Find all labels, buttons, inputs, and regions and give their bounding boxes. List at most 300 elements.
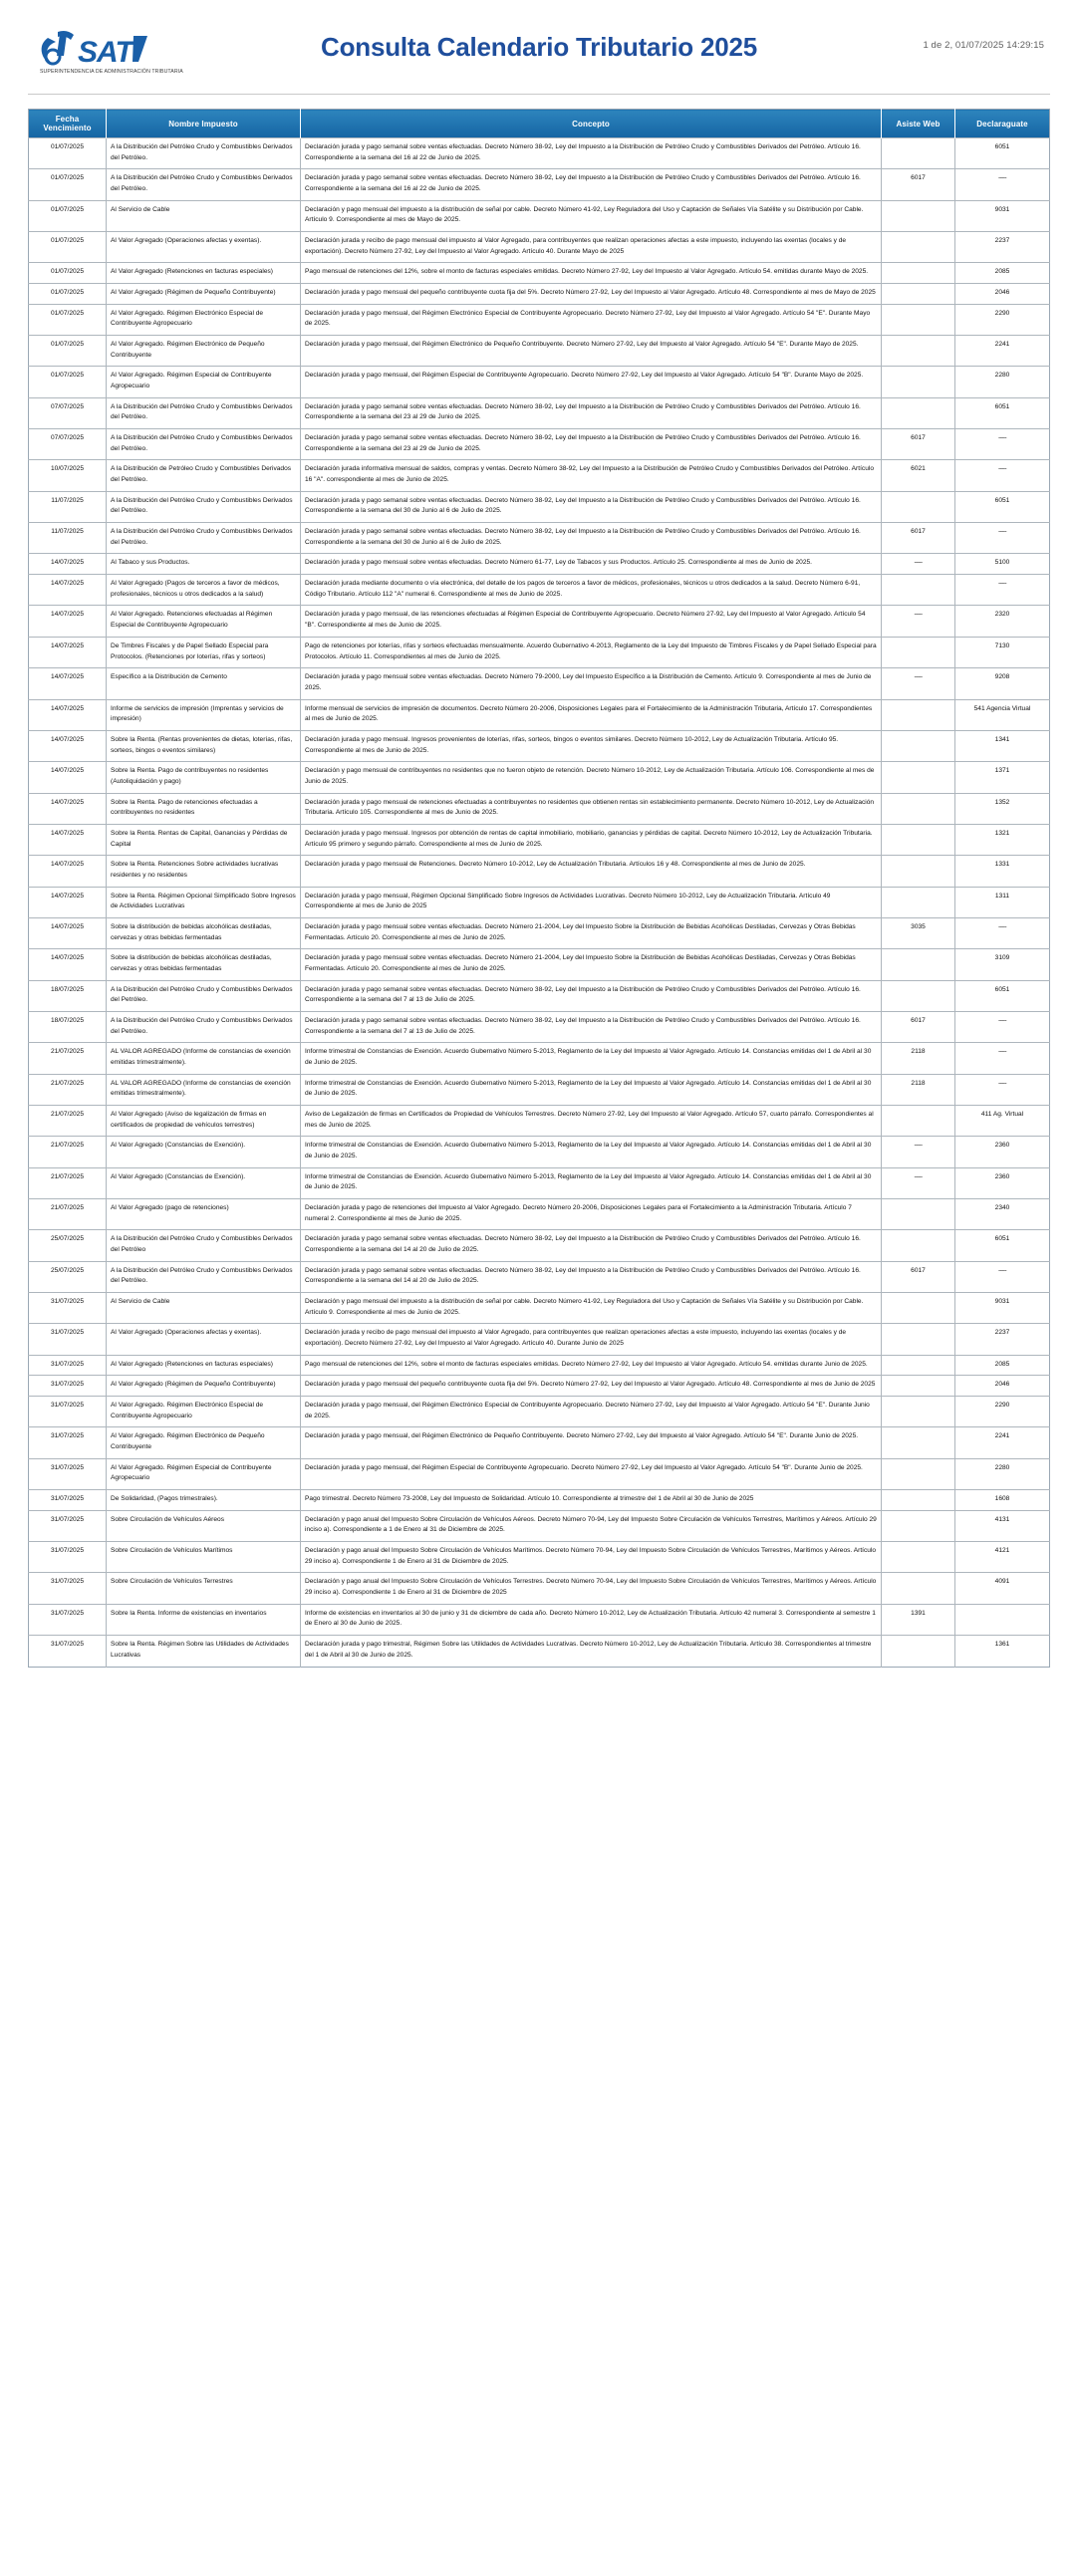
cell-fecha-vencimiento: 01/07/2025 xyxy=(29,138,107,169)
cell-concepto: Declaración jurada y pago mensual sobre ventas efectuadas. Decreto Número 61-77, Ley de Tabacos y sus Productos. Artículo 25. Correspondiente al mes de Junio de 2025. xyxy=(301,554,882,575)
cell-asiste-web xyxy=(882,200,955,231)
cell-asiste-web: ----- xyxy=(882,668,955,699)
cell-declaraguate: 6051 xyxy=(955,397,1050,428)
cell-nombre-impuesto: Al Valor Agregado (Constancias de Exención). xyxy=(107,1167,301,1198)
cell-nombre-impuesto: Informe de servicios de impresión (Imprentas y servicios de impresión) xyxy=(107,699,301,730)
cell-concepto: Declaración jurada y pago semanal sobre ventas efectuadas. Decreto Número 38-92, Ley del Impuesto a la Distribución de Petróleo Crudo y Combustibles Derivados del Petróleo. Artículo 16. Correspondiente a la semana del 7 al 13 de Julio de 2025. xyxy=(301,1011,882,1042)
cell-asiste-web xyxy=(882,1510,955,1541)
cell-nombre-impuesto: Sobre la Renta. Informe de existencias en inventarios xyxy=(107,1604,301,1635)
cell-declaraguate: ----- xyxy=(955,575,1050,606)
cell-fecha-vencimiento: 14/07/2025 xyxy=(29,606,107,637)
cell-declaraguate: 9031 xyxy=(955,200,1050,231)
cell-nombre-impuesto: A la Distribución del Petróleo Crudo y Combustibles Derivados del Petróleo. xyxy=(107,523,301,554)
tax-calendar-table xyxy=(28,109,1050,1668)
cell-declaraguate: 1311 xyxy=(955,887,1050,917)
cell-fecha-vencimiento: 11/07/2025 xyxy=(29,523,107,554)
cell-concepto: Declaración jurada y pago mensual sobre ventas efectuadas. Decreto Número 79-2000, Ley del Impuesto Específico a la Distribución de Cemento. Artículo 9. Correspondiente al mes de Junio de 2025. xyxy=(301,668,882,699)
cell-fecha-vencimiento: 14/07/2025 xyxy=(29,762,107,793)
cell-nombre-impuesto: Específico a la Distribución de Cemento xyxy=(107,668,301,699)
table-row xyxy=(29,523,1050,554)
cell-declaraguate: 1608 xyxy=(955,1490,1050,1511)
cell-nombre-impuesto: Al Valor Agregado (Operaciones afectas y exentas). xyxy=(107,1324,301,1355)
table-row xyxy=(29,1458,1050,1489)
cell-asiste-web xyxy=(882,1376,955,1397)
table-row xyxy=(29,699,1050,730)
cell-concepto: Declaración jurada y pago semanal sobre ventas efectuadas. Decreto Número 38-92, Ley del Impuesto a la Distribución de Petróleo Crudo y Combustibles Derivados del Petróleo. Artículo 16. Correspondiente a la semana del 30 de Junio al 6 de Julio de 2025. xyxy=(301,491,882,522)
cell-asiste-web xyxy=(882,491,955,522)
table-row xyxy=(29,1199,1050,1230)
cell-fecha-vencimiento: 10/07/2025 xyxy=(29,460,107,491)
cell-nombre-impuesto: A la Distribución del Petróleo Crudo y Combustibles Derivados del Petróleo. xyxy=(107,429,301,460)
cell-declaraguate: 411 Ag. Virtual xyxy=(955,1105,1050,1136)
cell-concepto: Declaración jurada y pago semanal sobre ventas efectuadas. Decreto Número 38-92, Ley del Impuesto a la Distribución de Petróleo Crudo y Combustibles Derivados del Petróleo. Artículo 16. Correspondiente a la semana del 14 al 20 de Julio de 2025. xyxy=(301,1261,882,1292)
table-row xyxy=(29,668,1050,699)
cell-asiste-web: ----- xyxy=(882,1137,955,1167)
cell-fecha-vencimiento: 01/07/2025 xyxy=(29,200,107,231)
table-header xyxy=(29,110,1050,138)
cell-nombre-impuesto: Al Valor Agregado. Régimen Electrónico Especial de Contribuyente Agropecuario xyxy=(107,1397,301,1427)
page-title: Consulta Calendario Tributario 2025 xyxy=(321,32,757,62)
cell-declaraguate: 2340 xyxy=(955,1199,1050,1230)
cell-nombre-impuesto: Al Valor Agregado (Operaciones afectas y exentas). xyxy=(107,232,301,263)
cell-asiste-web: 6017 xyxy=(882,523,955,554)
cell-concepto: Pago mensual de retenciones del 12%, sobre el monto de facturas especiales emitidas. Decreto Número 27-92, Ley del Impuesto al Valor Agregado. Artículo 54. emitidas durante Mayo de 2025. xyxy=(301,263,882,284)
cell-asiste-web xyxy=(882,762,955,793)
cell-declaraguate: ----- xyxy=(955,460,1050,491)
cell-fecha-vencimiento: 01/07/2025 xyxy=(29,284,107,305)
document-page xyxy=(0,26,1078,2576)
cell-asiste-web: 6021 xyxy=(882,460,955,491)
cell-declaraguate: ----- xyxy=(955,523,1050,554)
cell-declaraguate: 2360 xyxy=(955,1167,1050,1198)
cell-fecha-vencimiento: 14/07/2025 xyxy=(29,949,107,980)
table-row xyxy=(29,304,1050,335)
cell-nombre-impuesto: Sobre la Renta. Pago de contribuyentes no residentes (Autoliquidación y pago) xyxy=(107,762,301,793)
table-row xyxy=(29,200,1050,231)
cell-declaraguate: 2290 xyxy=(955,304,1050,335)
cell-concepto: Declaración jurada y pago trimestral, Régimen Sobre las Utilidades de Actividades Lucrativas. Decreto Número 10-2012, Ley de Actualización Tributaria. Artículo 38. Correspondientes al trimestre del 1 de Abril al 30 de Junio de 2025. xyxy=(301,1636,882,1667)
cell-concepto: Informe trimestral de Constancias de Exención. Acuerdo Gubernativo Número 5-2013, Reglamento de la Ley del Impuesto al Valor Agregado. Artículo 14. Constancias emitidas del 1 de Abril al 30 de Junio de 2025. xyxy=(301,1167,882,1198)
table-row xyxy=(29,284,1050,305)
cell-concepto: Declaración y pago mensual del impuesto a la distribución de señal por cable. Decreto Número 41-92, Ley Reguladora del Uso y Captación de Señales Vía Satélite y su Distribución por Cable. Artículo 9. Correspondiente al mes de Mayo de 2025. xyxy=(301,200,882,231)
cell-concepto: Pago de retenciones por loterías, rifas y sorteos efectuadas mensualmente. Acuerdo Gubernativo 4-2013, Reglamento de la Ley del Impuesto de Timbres Fiscales y de Papel Sellado Especial para Protocolos. Artículo 11. Correspondientes al mes de Junio de 2025. xyxy=(301,637,882,667)
cell-declaraguate: 9208 xyxy=(955,668,1050,699)
table-row xyxy=(29,1573,1050,1604)
cell-declaraguate: 2085 xyxy=(955,1355,1050,1376)
cell-nombre-impuesto: Al Valor Agregado (Retenciones en facturas especiales) xyxy=(107,1355,301,1376)
cell-asiste-web: 6017 xyxy=(882,1011,955,1042)
cell-declaraguate: ----- xyxy=(955,1011,1050,1042)
table-row xyxy=(29,1043,1050,1074)
column-header-concepto[interactable]: Concepto xyxy=(301,110,882,138)
cell-concepto: Declaración jurada y pago mensual de Retenciones. Decreto Número 10-2012, Ley de Actualización Tributaria. Artículos 16 y 48. Correspondiente al mes de Junio de 2025. xyxy=(301,856,882,887)
cell-nombre-impuesto: Al Valor Agregado (Régimen de Pequeño Contribuyente) xyxy=(107,1376,301,1397)
cell-concepto: Informe trimestral de Constancias de Exención. Acuerdo Gubernativo Número 5-2013, Reglamento de la Ley del Impuesto al Valor Agregado. Artículo 14. Constancias emitidas del 1 de Abril al 30 de Junio de 2025. xyxy=(301,1043,882,1074)
cell-nombre-impuesto: AL VALOR AGREGADO (Informe de constancias de exención emitidas trimestralmente). xyxy=(107,1043,301,1074)
cell-asiste-web xyxy=(882,1199,955,1230)
cell-declaraguate: 2237 xyxy=(955,232,1050,263)
cell-asiste-web: ----- xyxy=(882,554,955,575)
cell-asiste-web xyxy=(882,263,955,284)
cell-fecha-vencimiento: 31/07/2025 xyxy=(29,1636,107,1667)
cell-concepto: Informe de existencias en inventarios al 30 de junio y 31 de diciembre de cada año. Decreto Número 10-2012, Ley de Actualización Tributaria. Artículo 42 numeral 3. Correspondiente al semestre 1 de Enero al 30 de Junio de 2025. xyxy=(301,1604,882,1635)
column-header-fecha[interactable]: Fecha Vencimiento xyxy=(29,110,107,138)
cell-concepto: Declaración jurada y pago mensual sobre ventas efectuadas. Decreto Número 21-2004, Ley del Impuesto Sobre la Distribución de Bebidas Acohólicas Destiladas, Cervezas y Otras Bebidas Fermentadas. Artículo 20. Correspondiente al mes de Junio de 2025. xyxy=(301,949,882,980)
cell-nombre-impuesto: A la Distribución del Petróleo Crudo y Combustibles Derivados del Petróleo xyxy=(107,1230,301,1261)
cell-asiste-web xyxy=(882,1490,955,1511)
cell-asiste-web xyxy=(882,793,955,824)
cell-nombre-impuesto: Al Servicio de Cable xyxy=(107,200,301,231)
cell-declaraguate: ----- xyxy=(955,1074,1050,1105)
page-meta: 1 de 2, 01/07/2025 14:29:15 xyxy=(923,40,1044,51)
cell-asiste-web: ----- xyxy=(882,606,955,637)
cell-concepto: Declaración jurada y pago semanal sobre ventas efectuadas. Decreto Número 38-92, Ley del Impuesto a la Distribución de Petróleo Crudo y Combustibles Derivados del Petróleo. Artículo 16. Correspondiente a la semana del 16 al 22 de Junio de 2025. xyxy=(301,169,882,200)
table-row xyxy=(29,1490,1050,1511)
cell-asiste-web xyxy=(882,367,955,397)
cell-nombre-impuesto: A la Distribución del Petróleo Crudo y Combustibles Derivados del Petróleo. xyxy=(107,397,301,428)
cell-nombre-impuesto: AL VALOR AGREGADO (Informe de constancias de exención emitidas trimestralmente). xyxy=(107,1074,301,1105)
cell-fecha-vencimiento: 21/07/2025 xyxy=(29,1199,107,1230)
cell-fecha-vencimiento: 14/07/2025 xyxy=(29,699,107,730)
cell-nombre-impuesto: Al Valor Agregado (Constancias de Exención). xyxy=(107,1137,301,1167)
cell-fecha-vencimiento: 07/07/2025 xyxy=(29,397,107,428)
table-row xyxy=(29,949,1050,980)
cell-nombre-impuesto: Sobre la Renta. Régimen Sobre las Utilidades de Actividades Lucrativas xyxy=(107,1636,301,1667)
cell-asiste-web xyxy=(882,1573,955,1604)
cell-asiste-web xyxy=(882,232,955,263)
cell-nombre-impuesto: Sobre Circulación de Vehículos Terrestres xyxy=(107,1573,301,1604)
table-row xyxy=(29,169,1050,200)
cell-concepto: Declaración y pago anual del Impuesto Sobre Circulación de Vehículos Aéreos. Decreto Número 70-94, Ley del Impuesto Sobre Circulación de Vehículos Terrestres, Marítimos y Aéreos. Artículo 29 inciso a). Correspondiente a 1 de Enero al 31 de Diciembre de 2025. xyxy=(301,1510,882,1541)
table-row xyxy=(29,263,1050,284)
cell-declaraguate: 1352 xyxy=(955,793,1050,824)
table-row xyxy=(29,1261,1050,1292)
table-row xyxy=(29,793,1050,824)
cell-declaraguate: 2360 xyxy=(955,1137,1050,1167)
cell-fecha-vencimiento: 31/07/2025 xyxy=(29,1324,107,1355)
cell-asiste-web xyxy=(882,1458,955,1489)
cell-fecha-vencimiento: 14/07/2025 xyxy=(29,887,107,917)
table-row xyxy=(29,1427,1050,1458)
cell-concepto: Declaración jurada y pago mensual, del Régimen Electrónico de Pequeño Contribuyente. Decreto Número 27-92, Ley del Impuesto al Valor Agregado. Artículo 54 "E". Durante Junio de 2025. xyxy=(301,1427,882,1458)
cell-asiste-web xyxy=(882,637,955,667)
table-row xyxy=(29,1230,1050,1261)
cell-asiste-web xyxy=(882,304,955,335)
table-header-row xyxy=(29,110,1050,138)
cell-declaraguate: 7130 xyxy=(955,637,1050,667)
cell-concepto: Declaración jurada y pago semanal sobre ventas efectuadas. Decreto Número 38-92, Ley del Impuesto a la Distribución de Petróleo Crudo y Combustibles Derivados del Petróleo. Artículo 16. Correspondiente a la semana del 7 al 13 de Julio de 2025. xyxy=(301,980,882,1011)
cell-asiste-web xyxy=(882,949,955,980)
table-row xyxy=(29,491,1050,522)
cell-concepto: Declaración jurada y pago semanal sobre ventas efectuadas. Decreto Número 38-92, Ley del Impuesto a la Distribución de Petróleo Crudo y Combustibles Derivados del Petróleo. Artículo 16. Correspondiente a la semana del 23 al 29 de Junio de 2025. xyxy=(301,397,882,428)
cell-nombre-impuesto: De Timbres Fiscales y de Papel Sellado Especial para Protocolos. (Retenciones por loterías, rifas y sorteos) xyxy=(107,637,301,667)
cell-concepto: Declaración jurada informativa mensual de saldos, compras y ventas. Decreto Número 38-92, Ley del Impuesto a la Distribución de Petróleo Crudo y Combustibles Derivados del Petróleo. Artículo 16 "A". correspondiente al mes de Junio de 2025. xyxy=(301,460,882,491)
cell-concepto: Declaración jurada y pago semanal sobre ventas efectuadas. Decreto Número 38-92, Ley del Impuesto a la Distribución de Petróleo Crudo y Combustibles Derivados del Petróleo. Artículo 16. Correspondiente a la semana del 16 al 22 de Junio de 2025. xyxy=(301,138,882,169)
cell-asiste-web xyxy=(882,1355,955,1376)
cell-fecha-vencimiento: 31/07/2025 xyxy=(29,1397,107,1427)
table-row xyxy=(29,138,1050,169)
cell-concepto: Declaración jurada y pago mensual sobre ventas efectuadas. Decreto Número 21-2004, Ley del Impuesto Sobre la Distribución de Bebidas Acohólicas Destiladas, Cervezas y Otras Bebidas Fermentadas. Artículo 20. Correspondiente al mes de Junio de 2025. xyxy=(301,917,882,948)
cell-nombre-impuesto: Al Valor Agregado. Régimen Electrónico Especial de Contribuyente Agropecuario xyxy=(107,304,301,335)
cell-fecha-vencimiento: 01/07/2025 xyxy=(29,169,107,200)
cell-declaraguate: 2085 xyxy=(955,263,1050,284)
cell-concepto: Declaración jurada y pago mensual. Ingresos por obtención de rentas de capital inmobiliario, mobiliario, ganancias y pérdidas de capital. Decreto Número 10-2012, Ley de Actualización Tributaria. Artículo 95 primero y segundo párrafo. Correspondiente al mes de Junio de 2025. xyxy=(301,824,882,855)
cell-asiste-web xyxy=(882,856,955,887)
cell-fecha-vencimiento: 21/07/2025 xyxy=(29,1074,107,1105)
cell-declaraguate: 6051 xyxy=(955,980,1050,1011)
cell-declaraguate: 1331 xyxy=(955,856,1050,887)
table-row xyxy=(29,232,1050,263)
cell-fecha-vencimiento: 18/07/2025 xyxy=(29,980,107,1011)
cell-nombre-impuesto: A la Distribución del Petróleo Crudo y Combustibles Derivados del Petróleo. xyxy=(107,1011,301,1042)
cell-concepto: Declaración jurada mediante documento o vía electrónica, del detalle de los pagos de terceros a favor de médicos, profesionales, técnicos u otros dedicados a la salud. Decreto Número 6-91, Código Tributario. Artículo 112 "A" numeral 6. Correspondiente al mes de Junio de 2025. xyxy=(301,575,882,606)
cell-concepto: Declaración y pago mensual de contribuyentes no residentes que no fueron objeto de retención. Decreto Número 10-2012, Ley de Actualización Tributaria. Artículo 106. Correspondiente al mes de Junio de 2025. xyxy=(301,762,882,793)
cell-declaraguate: 1341 xyxy=(955,730,1050,761)
cell-declaraguate: 2237 xyxy=(955,1324,1050,1355)
cell-asiste-web xyxy=(882,1397,955,1427)
cell-fecha-vencimiento: 18/07/2025 xyxy=(29,1011,107,1042)
cell-nombre-impuesto: Al Valor Agregado. Régimen Electrónico de Pequeño Contribuyente xyxy=(107,1427,301,1458)
cell-declaraguate: 6051 xyxy=(955,491,1050,522)
cell-asiste-web xyxy=(882,1105,955,1136)
cell-nombre-impuesto: Sobre la distribución de bebidas alcohólicas destiladas, cervezas y otras bebidas fermentadas xyxy=(107,917,301,948)
table-row xyxy=(29,1397,1050,1427)
cell-concepto: Declaración jurada y pago mensual de retenciones efectuadas a contribuyentes no residentes que obtienen rentas sin establecimiento permanente. Decreto Número 10-2012, Ley de Actualización Tributaria. Artículo 105. Correspondiente al mes de Junio de 2025. xyxy=(301,793,882,824)
cell-concepto: Aviso de Legalización de firmas en Certificados de Propiedad de Vehículos Terrestres. Decreto Número 27-92, Ley del Impuesto al Valor Agregado. Artículo 57, cuarto párrafo. Correspondientes al mes de Junio de 2025. xyxy=(301,1105,882,1136)
cell-asiste-web xyxy=(882,730,955,761)
cell-concepto: Declaración jurada y pago mensual del pequeño contribuyente cuota fija del 5%. Decreto Número 27-92, Ley del Impuesto al Valor Agregado. Artículo 48. Correspondiente al mes de Junio de 2025 xyxy=(301,1376,882,1397)
cell-declaraguate: 9031 xyxy=(955,1293,1050,1324)
table-row xyxy=(29,856,1050,887)
cell-fecha-vencimiento: 25/07/2025 xyxy=(29,1261,107,1292)
cell-asiste-web xyxy=(882,397,955,428)
table-row xyxy=(29,1510,1050,1541)
cell-asiste-web xyxy=(882,1427,955,1458)
cell-asiste-web xyxy=(882,336,955,367)
cell-concepto: Informe trimestral de Constancias de Exención. Acuerdo Gubernativo Número 5-2013, Reglamento de la Ley del Impuesto al Valor Agregado. Artículo 14. Constancias emitidas del 1 de Abril al 30 de Junio de 2025. xyxy=(301,1137,882,1167)
cell-fecha-vencimiento: 14/07/2025 xyxy=(29,730,107,761)
cell-declaraguate: 3109 xyxy=(955,949,1050,980)
cell-fecha-vencimiento: 14/07/2025 xyxy=(29,824,107,855)
cell-asiste-web xyxy=(882,980,955,1011)
cell-declaraguate: ----- xyxy=(955,917,1050,948)
cell-fecha-vencimiento: 31/07/2025 xyxy=(29,1490,107,1511)
cell-fecha-vencimiento: 31/07/2025 xyxy=(29,1376,107,1397)
cell-fecha-vencimiento: 31/07/2025 xyxy=(29,1458,107,1489)
cell-concepto: Declaración y pago mensual del impuesto a la distribución de señal por cable. Decreto Número 41-92, Ley Reguladora del Uso y Captación de Señales Vía Satélite y su Distribución por Cable. Artículo 9. Correspondiente al mes de Junio de 2025. xyxy=(301,1293,882,1324)
table-row xyxy=(29,1167,1050,1198)
table-row xyxy=(29,1293,1050,1324)
svg-text:SUPERINTENDENCIA DE ADMINISTRA: SUPERINTENDENCIA DE ADMINISTRACIÓN TRIBUTARIA xyxy=(40,69,183,75)
cell-fecha-vencimiento: 14/07/2025 xyxy=(29,856,107,887)
cell-nombre-impuesto: Al Valor Agregado (Régimen de Pequeño Contribuyente) xyxy=(107,284,301,305)
cell-fecha-vencimiento: 21/07/2025 xyxy=(29,1167,107,1198)
cell-concepto: Declaración jurada y pago mensual, de las retenciones efectuadas al Régimen Especial de Contribuyente Agropecuario. Decreto Número 27-92, Ley del Impuesto al Valor Agregado. Artículo 54 "B". Correspondiente al mes de Junio de 2025. xyxy=(301,606,882,637)
cell-declaraguate: 2320 xyxy=(955,606,1050,637)
column-header-declaraguate[interactable]: Declaraguate xyxy=(955,110,1050,138)
cell-declaraguate: 4121 xyxy=(955,1542,1050,1573)
cell-fecha-vencimiento: 31/07/2025 xyxy=(29,1293,107,1324)
cell-asiste-web xyxy=(882,699,955,730)
table-row xyxy=(29,887,1050,917)
cell-nombre-impuesto: Sobre la distribución de bebidas alcohólicas destiladas, cervezas y otras bebidas fermentadas xyxy=(107,949,301,980)
table-row xyxy=(29,917,1050,948)
cell-concepto: Declaración jurada y recibo de pago mensual del impuesto al Valor Agregado, para contribuyentes que realizan operaciones afectas a este impuesto, incluyendo las exentas (locales y de exportación). Decreto Número 27-92, Ley del Impuesto al Valor Agregado. Artículo 40. Durante Mayo de 2025 xyxy=(301,232,882,263)
cell-concepto: Declaración jurada y pago de retenciones del Impuesto al Valor Agregado. Decreto Número 20-2006, Disposiciones Legales para el Fortalecimiento a la Administración Tributaria. Artículo 7 numeral 2. Correspondiente al mes de Junio de 2025. xyxy=(301,1199,882,1230)
cell-concepto: Declaración jurada y pago semanal sobre ventas efectuadas. Decreto Número 38-92, Ley del Impuesto a la Distribución de Petróleo Crudo y Combustibles Derivados del Petróleo. Artículo 16. Correspondiente a la semana del 23 al 29 de Junio de 2025. xyxy=(301,429,882,460)
cell-declaraguate: 1321 xyxy=(955,824,1050,855)
cell-concepto: Declaración jurada y pago mensual, Régimen Opcional Simplificado Sobre Ingresos de Actividades Lucrativas. Decreto Número 10-2012, Ley de Actualización Tributaria. Artículo 49 Correspondiente al mes de Junio de 2025 xyxy=(301,887,882,917)
cell-concepto: Informe mensual de servicios de impresión de documentos. Decreto Número 20-2006, Disposiciones Legales para el Fortalecimiento de la Administración Tributaria, Artículo 17. Correspondientes al mes de Junio de 2025. xyxy=(301,699,882,730)
cell-fecha-vencimiento: 21/07/2025 xyxy=(29,1137,107,1167)
table-row xyxy=(29,336,1050,367)
cell-concepto: Declaración jurada y recibo de pago mensual del impuesto al Valor Agregado, para contribuyentes que realizan operaciones afectas a este impuesto, incluyendo las exentas (locales y de exportación). Decreto Número 27-92, Ley del Impuesto al Valor Agregado. Artículo 40. Durante Junio de 2025 xyxy=(301,1324,882,1355)
cell-nombre-impuesto: Sobre la Renta. Rentas de Capital, Ganancias y Pérdidas de Capital xyxy=(107,824,301,855)
cell-fecha-vencimiento: 14/07/2025 xyxy=(29,793,107,824)
cell-asiste-web: 1391 xyxy=(882,1604,955,1635)
cell-declaraguate: ----- xyxy=(955,169,1050,200)
cell-asiste-web xyxy=(882,138,955,169)
table-row xyxy=(29,397,1050,428)
cell-asiste-web: 2118 xyxy=(882,1043,955,1074)
cell-fecha-vencimiento: 14/07/2025 xyxy=(29,575,107,606)
table-row xyxy=(29,980,1050,1011)
cell-fecha-vencimiento: 01/07/2025 xyxy=(29,336,107,367)
cell-nombre-impuesto: A la Distribución del Petróleo Crudo y Combustibles Derivados del Petróleo. xyxy=(107,491,301,522)
cell-nombre-impuesto: Sobre la Renta. Pago de retenciones efectuadas a contribuyentes no residentes xyxy=(107,793,301,824)
cell-fecha-vencimiento: 14/07/2025 xyxy=(29,668,107,699)
cell-concepto: Declaración jurada y pago mensual, del Régimen Electrónico Especial de Contribuyente Agropecuario. Decreto Número 27-92, Ley del Impuesto al Valor Agregado. Artículo 54 "E". Durante Junio de 2025. xyxy=(301,1397,882,1427)
cell-concepto: Declaración jurada y pago mensual, del Régimen Especial de Contribuyente Agropecuario. Decreto Número 27-92, Ley del Impuesto al Valor Agregado. Artículo 54 "B". Durante Mayo de 2025. xyxy=(301,367,882,397)
table-row xyxy=(29,1105,1050,1136)
cell-fecha-vencimiento: 31/07/2025 xyxy=(29,1542,107,1573)
cell-fecha-vencimiento: 11/07/2025 xyxy=(29,491,107,522)
cell-asiste-web: 2118 xyxy=(882,1074,955,1105)
cell-declaraguate: 2046 xyxy=(955,1376,1050,1397)
cell-fecha-vencimiento: 01/07/2025 xyxy=(29,304,107,335)
cell-declaraguate: 5100 xyxy=(955,554,1050,575)
cell-declaraguate: 6051 xyxy=(955,138,1050,169)
cell-fecha-vencimiento: 07/07/2025 xyxy=(29,429,107,460)
table-row xyxy=(29,1011,1050,1042)
cell-declaraguate xyxy=(955,1604,1050,1635)
column-header-asiste-web[interactable]: Asiste Web xyxy=(882,110,955,138)
cell-declaraguate: 1361 xyxy=(955,1636,1050,1667)
cell-nombre-impuesto: Al Valor Agregado (Retenciones en facturas especiales) xyxy=(107,263,301,284)
cell-declaraguate: 2290 xyxy=(955,1397,1050,1427)
table-row xyxy=(29,1376,1050,1397)
cell-nombre-impuesto: Sobre la Renta. Régimen Opcional Simplificado Sobre Ingresos de Actividades Lucrativas xyxy=(107,887,301,917)
cell-declaraguate: ----- xyxy=(955,429,1050,460)
cell-asiste-web: 6017 xyxy=(882,429,955,460)
cell-nombre-impuesto: Al Valor Agregado. Régimen Electrónico de Pequeño Contribuyente xyxy=(107,336,301,367)
cell-nombre-impuesto: Al Valor Agregado (pago de retenciones) xyxy=(107,1199,301,1230)
cell-concepto: Declaración jurada y pago mensual del pequeño contribuyente cuota fija del 5%. Decreto Número 27-92, Ley del Impuesto al Valor Agregado. Artículo 48. Correspondiente al mes de Mayo de 2025 xyxy=(301,284,882,305)
cell-nombre-impuesto: Al Valor Agregado. Régimen Especial de Contribuyente Agropecuario xyxy=(107,367,301,397)
cell-declaraguate: 1371 xyxy=(955,762,1050,793)
cell-asiste-web xyxy=(882,284,955,305)
cell-concepto: Informe trimestral de Constancias de Exención. Acuerdo Gubernativo Número 5-2013, Reglamento de la Ley del Impuesto al Valor Agregado. Artículo 14. Constancias emitidas del 1 de Abril al 30 de Junio de 2025. xyxy=(301,1074,882,1105)
cell-fecha-vencimiento: 31/07/2025 xyxy=(29,1355,107,1376)
table-row xyxy=(29,1542,1050,1573)
cell-nombre-impuesto: De Solidaridad, (Pagos trimestrales). xyxy=(107,1490,301,1511)
cell-nombre-impuesto: Al Valor Agregado (Aviso de legalización de firmas en certificados de propiedad de vehículos terrestres) xyxy=(107,1105,301,1136)
cell-nombre-impuesto: Al Tabaco y sus Productos. xyxy=(107,554,301,575)
cell-nombre-impuesto: Sobre Circulación de Vehículos Marítimos xyxy=(107,1542,301,1573)
cell-fecha-vencimiento: 21/07/2025 xyxy=(29,1043,107,1074)
cell-fecha-vencimiento: 31/07/2025 xyxy=(29,1573,107,1604)
cell-fecha-vencimiento: 01/07/2025 xyxy=(29,263,107,284)
cell-declaraguate: 2046 xyxy=(955,284,1050,305)
cell-concepto: Declaración jurada y pago mensual. Ingresos provenientes de loterías, rifas, sorteos, bingos o eventos similares. Decreto Número 10-2012, Ley de Actualización Tributaria. Artículo 95. Correspondiente al mes de Junio de 2025. xyxy=(301,730,882,761)
cell-fecha-vencimiento: 14/07/2025 xyxy=(29,554,107,575)
cell-asiste-web: 6017 xyxy=(882,1261,955,1292)
cell-asiste-web xyxy=(882,1542,955,1573)
cell-declaraguate: 2280 xyxy=(955,1458,1050,1489)
cell-asiste-web xyxy=(882,1230,955,1261)
cell-fecha-vencimiento: 31/07/2025 xyxy=(29,1427,107,1458)
column-header-nombre[interactable]: Nombre Impuesto xyxy=(107,110,301,138)
cell-fecha-vencimiento: 25/07/2025 xyxy=(29,1230,107,1261)
cell-nombre-impuesto: Sobre Circulación de Vehículos Aéreos xyxy=(107,1510,301,1541)
cell-asiste-web xyxy=(882,824,955,855)
cell-asiste-web xyxy=(882,1324,955,1355)
table-row xyxy=(29,1137,1050,1167)
table-row xyxy=(29,554,1050,575)
cell-declaraguate: 2280 xyxy=(955,367,1050,397)
table-row xyxy=(29,429,1050,460)
cell-nombre-impuesto: Sobre la Renta. Retenciones Sobre actividades lucrativas residentes y no residentes xyxy=(107,856,301,887)
cell-nombre-impuesto: Al Valor Agregado. Régimen Especial de Contribuyente Agropecuario xyxy=(107,1458,301,1489)
cell-declaraguate: ----- xyxy=(955,1043,1050,1074)
cell-nombre-impuesto: Al Valor Agregado (Pagos de terceros a favor de médicos, profesionales, técnicos u otros dedicados a la salud) xyxy=(107,575,301,606)
cell-nombre-impuesto: Sobre la Renta. (Rentas provenientes de dietas, loterías, rifas, sorteos, bingos o eventos similares) xyxy=(107,730,301,761)
cell-concepto: Declaración jurada y pago mensual, del Régimen Electrónico Especial de Contribuyente Agropecuario. Decreto Número 27-92, Ley del Impuesto al Valor Agregado. Artículo 54 "E". Durante Mayo de 2025. xyxy=(301,304,882,335)
cell-fecha-vencimiento: 31/07/2025 xyxy=(29,1604,107,1635)
table-row xyxy=(29,606,1050,637)
svg-text:SAT: SAT xyxy=(78,36,133,69)
cell-concepto: Declaración jurada y pago mensual, del Régimen Electrónico de Pequeño Contribuyente. Decreto Número 27-92, Ley del Impuesto al Valor Agregado. Artículo 54 "E". Durante Mayo de 2025. xyxy=(301,336,882,367)
cell-concepto: Pago mensual de retenciones del 12%, sobre el monto de facturas especiales emitidas. Decreto Número 27-92, Ley del Impuesto al Valor Agregado. Artículo 54. emitidas durante Junio de 2025. xyxy=(301,1355,882,1376)
cell-fecha-vencimiento: 01/07/2025 xyxy=(29,367,107,397)
table-row xyxy=(29,637,1050,667)
table-row xyxy=(29,575,1050,606)
cell-declaraguate: ----- xyxy=(955,1261,1050,1292)
cell-declaraguate: 4131 xyxy=(955,1510,1050,1541)
cell-asiste-web xyxy=(882,575,955,606)
cell-asiste-web xyxy=(882,1636,955,1667)
cell-fecha-vencimiento: 14/07/2025 xyxy=(29,917,107,948)
cell-nombre-impuesto: A la Distribución de Petróleo Crudo y Combustibles Derivados del Petróleo. xyxy=(107,460,301,491)
cell-declaraguate: 541 Agencia Virtual xyxy=(955,699,1050,730)
table-body xyxy=(29,138,1050,1668)
calendar-table-wrap xyxy=(0,95,1078,1697)
cell-nombre-impuesto: A la Distribución del Petróleo Crudo y Combustibles Derivados del Petróleo. xyxy=(107,1261,301,1292)
cell-nombre-impuesto: Al Valor Agregado. Retenciones efectuadas al Régimen Especial de Contribuyente Agropecuario xyxy=(107,606,301,637)
table-row xyxy=(29,1604,1050,1635)
cell-nombre-impuesto: A la Distribución del Petróleo Crudo y Combustibles Derivados del Petróleo. xyxy=(107,169,301,200)
cell-declaraguate: 6051 xyxy=(955,1230,1050,1261)
cell-asiste-web: 6017 xyxy=(882,169,955,200)
table-row xyxy=(29,1636,1050,1667)
cell-fecha-vencimiento: 14/07/2025 xyxy=(29,637,107,667)
cell-fecha-vencimiento: 01/07/2025 xyxy=(29,232,107,263)
table-row xyxy=(29,762,1050,793)
cell-asiste-web: 3035 xyxy=(882,917,955,948)
sat-logo xyxy=(38,30,185,78)
cell-declaraguate: 4091 xyxy=(955,1573,1050,1604)
cell-nombre-impuesto: A la Distribución del Petróleo Crudo y Combustibles Derivados del Petróleo. xyxy=(107,980,301,1011)
